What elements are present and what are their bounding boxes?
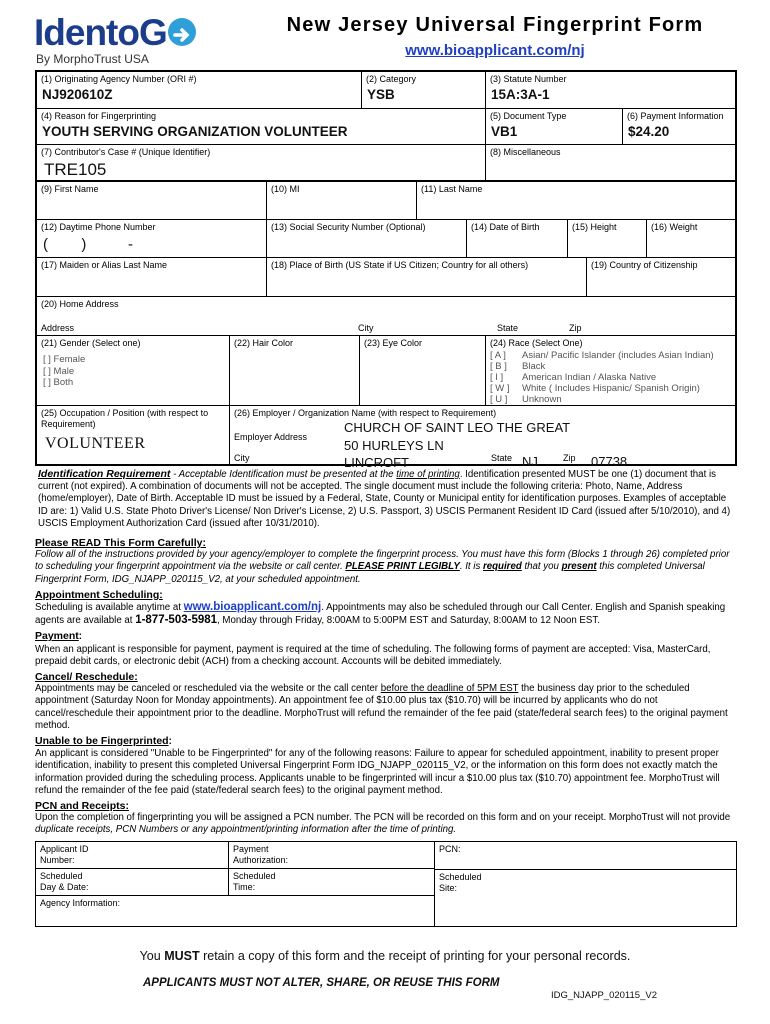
scheduled-site-cell[interactable] bbox=[435, 869, 736, 926]
dob-label: (14) Date of Birth bbox=[471, 222, 540, 232]
city-sublabel: City bbox=[358, 323, 374, 333]
scheduled-time-label: Scheduled Time: bbox=[233, 871, 276, 892]
scheduled-date-cell[interactable] bbox=[36, 869, 229, 896]
dob-field[interactable] bbox=[467, 220, 568, 258]
race-code-u[interactable]: [ U ] bbox=[490, 394, 508, 405]
occupation-field[interactable] bbox=[37, 406, 230, 465]
id-req-part-b: time of printing bbox=[396, 469, 460, 480]
retain-part-a: You bbox=[139, 949, 165, 963]
zip-sublabel: Zip bbox=[569, 323, 582, 333]
case-value: TRE105 bbox=[44, 160, 107, 179]
cancel-text bbox=[35, 683, 737, 732]
ori-label: (1) Originating Agency Number (ORI #) bbox=[41, 74, 197, 84]
race-label: (24) Race (Select One) bbox=[490, 338, 583, 348]
occupation-value: VOLUNTEER bbox=[45, 435, 146, 452]
citizenship-field[interactable] bbox=[587, 258, 735, 297]
arrow-circle-icon bbox=[168, 18, 196, 46]
doctype-value: VB1 bbox=[491, 124, 518, 139]
id-req-part-a: - Acceptable Identification must be presented at the bbox=[170, 469, 397, 480]
race-name-unknown: Unknown bbox=[522, 394, 562, 405]
maiden-field[interactable] bbox=[37, 258, 267, 297]
race-name-white: White ( Includes Hispanic/ Spanish Origin) bbox=[522, 383, 700, 394]
employer-zip-label: Zip bbox=[563, 453, 576, 463]
scheduling-text bbox=[35, 601, 737, 627]
applicant-form bbox=[35, 70, 737, 470]
read-part-c: . It is bbox=[459, 561, 483, 573]
reason-value: YOUTH SERVING ORGANIZATION VOLUNTEER bbox=[42, 124, 348, 139]
maiden-label: (17) Maiden or Alias Last Name bbox=[41, 260, 168, 270]
race-code-w[interactable]: [ W ] bbox=[490, 383, 510, 394]
phone-field[interactable] bbox=[37, 220, 267, 258]
statute-field[interactable] bbox=[486, 72, 735, 109]
weight-field[interactable] bbox=[647, 220, 735, 258]
gender-option-female[interactable]: [ ] Female bbox=[43, 354, 86, 365]
payment-auth-label: Payment Authorization: bbox=[233, 844, 289, 865]
statute-label: (3) Statute Number bbox=[490, 74, 567, 84]
payment-heading: Payment bbox=[35, 630, 79, 643]
logo-subtitle: By MorphoTrust USA bbox=[36, 52, 149, 66]
ori-field[interactable] bbox=[37, 72, 362, 109]
scheduling-heading: Appointment Scheduling: bbox=[35, 588, 163, 601]
scheduled-date-label: Scheduled Day & Date: bbox=[40, 871, 89, 892]
ori-value: NJ920610Z bbox=[42, 87, 113, 102]
doctype-field[interactable] bbox=[486, 109, 623, 145]
employer-label: (26) Employer / Organization Name (with respect to Requirement) bbox=[234, 408, 497, 418]
form-code: IDG_NJAPP_020115_V2 bbox=[551, 990, 657, 1001]
payment-text: When an applicant is responsible for payment, payment is required at the time of scheduling. The following forms of payment are accepted: Visa, MasterCard, prepaid debit cards, or electronic debit (ACH) from a checking account. Accounts will be debited immediately. bbox=[35, 643, 711, 667]
cancel-heading: Cancel/ Reschedule: bbox=[35, 671, 138, 684]
scheduled-site-label: Scheduled Site: bbox=[439, 872, 482, 893]
last-name-field[interactable] bbox=[417, 182, 735, 220]
race-field bbox=[486, 336, 735, 406]
weight-label: (16) Weight bbox=[651, 222, 698, 232]
statute-value: 15A:3A-1 bbox=[491, 87, 550, 102]
form-title: New Jersey Universal Fingerprint Form bbox=[286, 14, 704, 36]
scheduled-time-cell[interactable] bbox=[229, 869, 435, 896]
misc-label: (8) Miscellaneous bbox=[490, 147, 561, 157]
last-name-label: (11) Last Name bbox=[421, 184, 483, 194]
office-use-box bbox=[35, 841, 737, 927]
payment-value: $24.20 bbox=[628, 124, 670, 139]
ssn-label: (13) Social Security Number (Optional) bbox=[271, 222, 426, 232]
employer-field[interactable] bbox=[230, 406, 735, 470]
payment-field[interactable] bbox=[623, 109, 735, 145]
call-center-phone: 1-877-503-5981 bbox=[135, 614, 218, 627]
agency-info-cell[interactable] bbox=[36, 896, 435, 926]
misc-field[interactable] bbox=[486, 145, 735, 182]
read-heading: Please READ This Form Carefully: bbox=[35, 537, 206, 549]
address-sublabel: Address bbox=[41, 323, 75, 333]
unable-heading: Unable to be Fingerprinted bbox=[35, 735, 169, 748]
hair-label: (22) Hair Color bbox=[234, 338, 294, 348]
home-address-label: (20) Home Address bbox=[41, 299, 119, 309]
read-part-d: required bbox=[482, 561, 522, 573]
gender-option-male[interactable]: [ ] Male bbox=[43, 365, 75, 377]
read-part-g: this completed Universal Fingerprint Form, IDG_NJAPP_020115_V2, at your scheduled appointment. bbox=[35, 561, 705, 585]
employer-street-value: 50 HURLEYS LN bbox=[344, 438, 444, 453]
pcn-part-b: duplicate receipts, PCN Numbers or any appointment/printing information after the time of printing. bbox=[35, 824, 457, 836]
read-part-f: present bbox=[561, 561, 597, 573]
scheduling-url-link[interactable]: www.bioapplicant.com/nj bbox=[183, 601, 322, 614]
pcn-label: PCN: bbox=[439, 844, 461, 854]
pcn-heading: PCN and Receipts: bbox=[35, 800, 129, 813]
read-part-a: Follow all of the instructions provided by your agency/employer to complete the fingerprint process. You must have this form (Blocks 1 through 26) completed prior to scheduling your fingerprint appointment via the website or call center. bbox=[35, 549, 730, 573]
employer-city-value: LINCROFT bbox=[344, 455, 409, 470]
state-sublabel: State bbox=[497, 323, 519, 333]
id-requirement-text bbox=[38, 468, 734, 530]
retain-part-b: retain a copy of this form and the receipt of printing for your personal records. bbox=[199, 949, 631, 963]
pob-field[interactable] bbox=[267, 258, 587, 297]
citizenship-label: (19) Country of Citizenship bbox=[591, 260, 698, 270]
reason-field[interactable] bbox=[37, 109, 486, 145]
race-code-b[interactable]: [ B ] bbox=[490, 361, 507, 372]
ssn-field[interactable] bbox=[267, 220, 467, 258]
cancel-part-a: Appointments may be canceled or rescheduled via the website or the call center bbox=[35, 683, 381, 695]
gender-field bbox=[37, 336, 230, 406]
height-field[interactable] bbox=[568, 220, 647, 258]
occupation-label: (25) Occupation / Position (with respect to Requirement) bbox=[41, 408, 209, 429]
payment-heading-colon: : bbox=[78, 631, 83, 643]
mi-label: (10) MI bbox=[271, 184, 300, 194]
pcn-cell[interactable] bbox=[435, 842, 736, 869]
sched-part-b: . Appointments may also be scheduled through our Call Center. English and Spanish speaking agents are available at bbox=[35, 602, 726, 627]
id-requirement-heading: Identification Requirement bbox=[38, 468, 171, 480]
instructions-section bbox=[35, 537, 737, 837]
first-name-field[interactable] bbox=[37, 182, 267, 220]
form-url-link[interactable]: www.bioapplicant.com/nj bbox=[405, 42, 585, 59]
mi-field[interactable] bbox=[267, 182, 417, 220]
unable-text: An applicant is considered "Unable to be Fingerprinted" for any of the following reasons: Failure to appear for scheduled appointment, inability to present proper identification, inability to present this completed Universal Fingerprint Form IDG_NJAPP_020115_V2, or the information on this form does not exactly match the information provided during the scheduling process. Applicants unable to be fingerprinted will incur a $10.00 plus tax ($10.70) appointment fee. MorphoTrust will refund the remainder of the fee paid (state/federal search fees) to the original payment method. bbox=[35, 748, 720, 796]
race-name-asian: Asian/ Pacific Islander (includes Asian Indian) bbox=[522, 350, 714, 361]
race-name-black: Black bbox=[522, 361, 546, 372]
agency-info-label: Agency Information: bbox=[40, 898, 121, 908]
gender-label: (21) Gender (Select one) bbox=[41, 338, 141, 348]
employer-state-label: State bbox=[491, 453, 513, 463]
employer-city-label: City bbox=[234, 453, 250, 463]
payment-auth-cell[interactable] bbox=[229, 842, 435, 869]
read-text bbox=[35, 549, 737, 586]
logo-wordmark: IdentoG bbox=[34, 12, 167, 53]
reason-label: (4) Reason for Fingerprinting bbox=[41, 111, 157, 121]
home-address-field[interactable] bbox=[37, 297, 735, 336]
cancel-part-b: before the deadline of 5PM EST bbox=[380, 683, 519, 695]
cancel-part-c: the business day prior to the scheduled appointment (Saturday Noon for Monday appointments). An appointment fee of $10.00 plus tax ($10.70) will be incurred by applicants who do not cancel/reschedule their appointment prior to the deadline. MorphoTrust will refund the remainder of the fee paid (state/federal search fees) to the original payment method. bbox=[35, 683, 728, 731]
pob-label: (18) Place of Birth (US State if US Citizen; Country for all others) bbox=[271, 260, 529, 270]
read-part-b: PLEASE PRINT LEGIBLY bbox=[345, 561, 460, 573]
race-code-i[interactable]: [ I ] bbox=[490, 372, 504, 383]
pcn-text bbox=[35, 812, 737, 836]
eye-label: (23) Eye Color bbox=[364, 338, 423, 348]
race-code-a[interactable]: [ A ] bbox=[490, 350, 506, 361]
unable-heading-colon: : bbox=[168, 736, 172, 748]
pcn-part-a: Upon the completion of fingerprinting you will be assigned a PCN number. The PCN will be recorded on this form and on your receipt. MorphoTrust will not provide bbox=[35, 812, 731, 824]
category-field[interactable] bbox=[362, 72, 486, 109]
case-label: (7) Contributor's Case # (Unique Identifier) bbox=[41, 147, 211, 157]
hair-field[interactable] bbox=[230, 336, 360, 406]
applicant-id-label: Applicant ID Number: bbox=[40, 844, 89, 865]
phone-value: ( ) - bbox=[43, 236, 133, 253]
read-part-e: that you bbox=[521, 561, 562, 573]
gender-option-both[interactable]: [ ] Both bbox=[43, 377, 74, 388]
employer-state-value: NJ bbox=[522, 454, 538, 469]
retain-copy-notice bbox=[0, 949, 770, 963]
eye-field[interactable] bbox=[360, 336, 486, 406]
sched-part-a: Scheduling is available anytime at bbox=[35, 602, 184, 614]
id-req-part-c: . Identification presented MUST be one (1) document that is current (not expired). A combination of documents will not be accepted. The single document must include the following criteria: Photo, Name, Address (home/employer), Date of Birth. Acceptable ID must be issued by a Federal, State, County or Municipal entity for identification purposes. Examples of acceptable ID are: 1) Valid U.S. State Photo Driver's License/ Non Driver's License, 2) U.S. Passport, 3) USCIS Permanent Resident ID Card (issued after 5/10/2010), and 4) USCIS Employment Authorization Card (issued after 10/31/2010). bbox=[38, 469, 731, 529]
employer-address-label: Employer Address bbox=[234, 432, 308, 442]
race-name-american-indian: American Indian / Alaska Native bbox=[522, 372, 657, 383]
category-label: (2) Category bbox=[366, 74, 417, 84]
sched-part-c: , Monday through Friday, 8:00AM to 5:00PM EST and Saturday, 8:00AM to 12 Noon EST. bbox=[217, 615, 600, 627]
applicant-id-cell[interactable] bbox=[36, 842, 229, 869]
employer-zip-value: 07738 bbox=[591, 454, 628, 469]
employer-name-value: CHURCH OF SAINT LEO THE GREAT bbox=[344, 420, 571, 435]
retain-must: MUST bbox=[164, 949, 200, 963]
phone-label: (12) Daytime Phone Number bbox=[41, 222, 156, 232]
payment-label: (6) Payment Information bbox=[627, 111, 724, 121]
height-label: (15) Height bbox=[572, 222, 617, 232]
no-alter-warning: APPLICANTS MUST NOT ALTER, SHARE, OR REUSE THIS FORM bbox=[143, 977, 500, 989]
category-value: YSB bbox=[367, 87, 395, 102]
doctype-label: (5) Document Type bbox=[490, 111, 567, 121]
first-name-label: (9) First Name bbox=[41, 184, 99, 194]
case-field[interactable] bbox=[37, 145, 486, 182]
identogo-logo bbox=[34, 14, 224, 70]
